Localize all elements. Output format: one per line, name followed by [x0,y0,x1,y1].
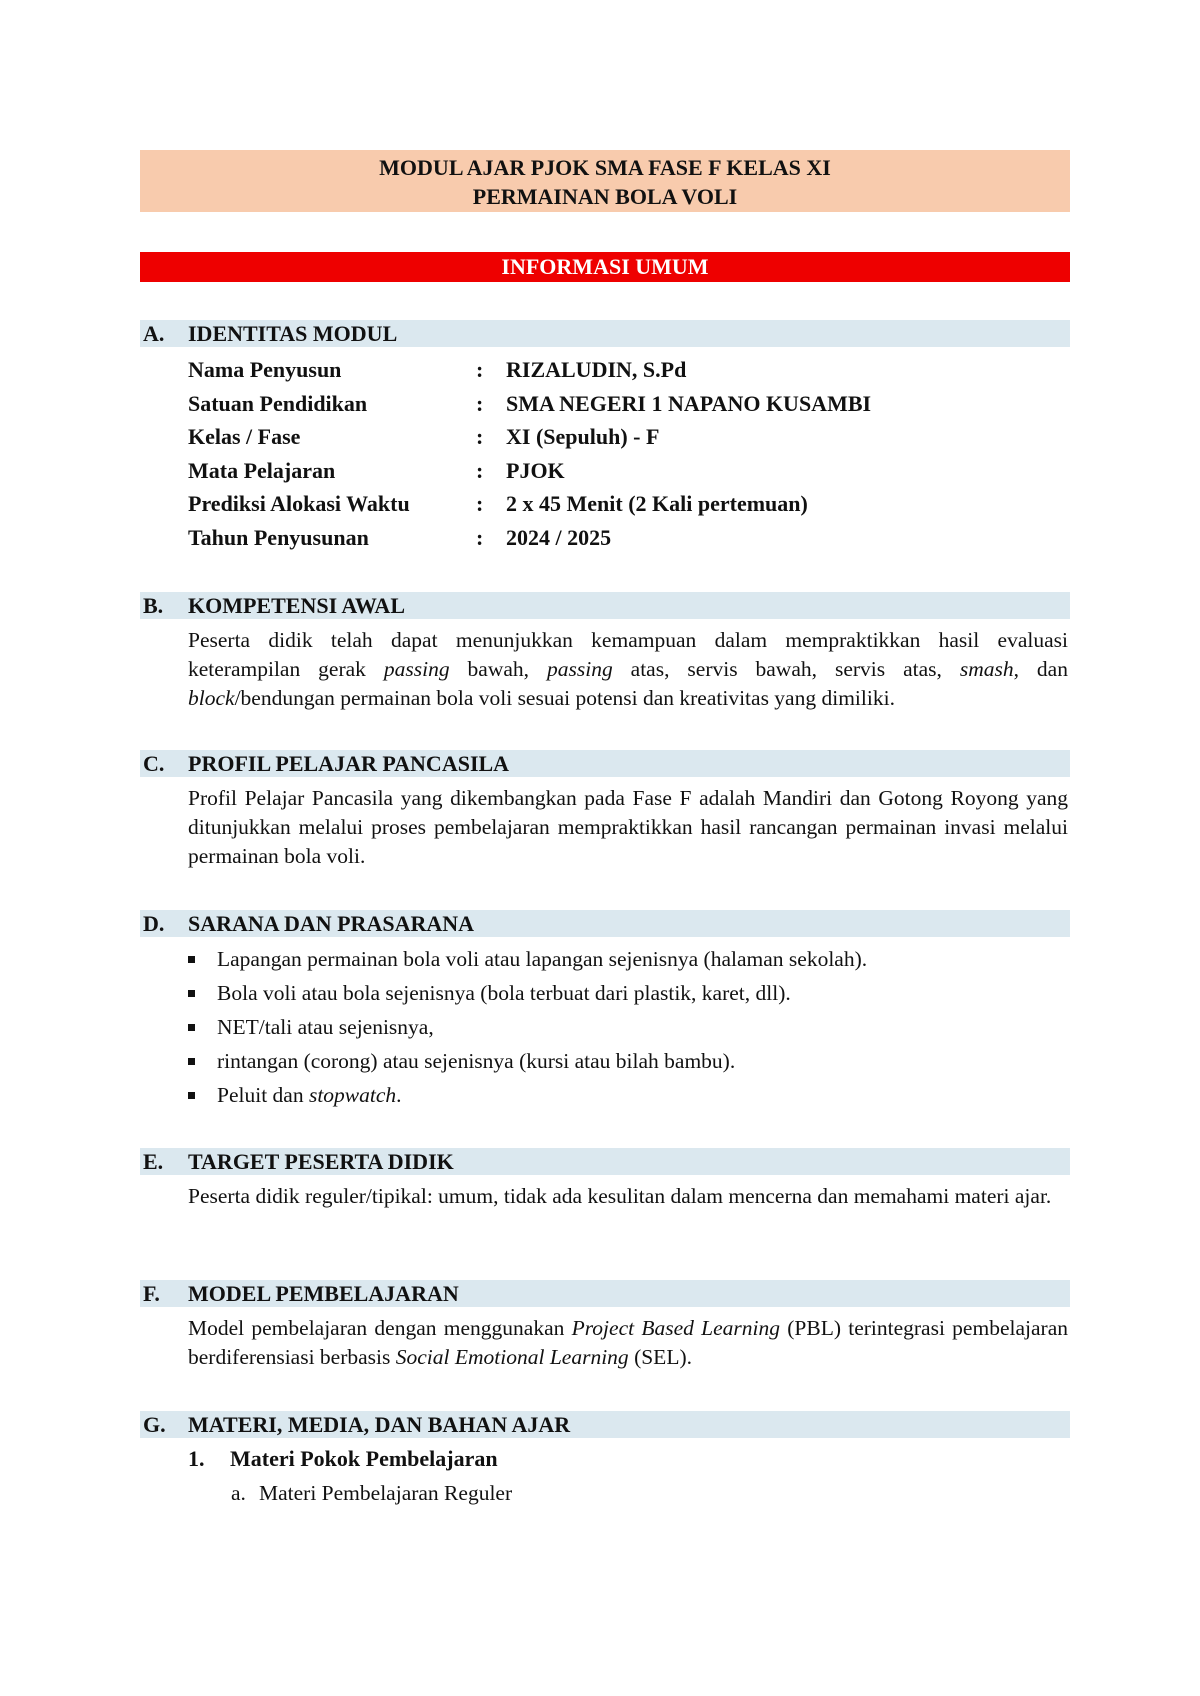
document-title [140,150,1070,212]
section-title: SARANA DAN PRASARANA [188,911,475,936]
title-line-2: PERMAINAN BOLA VOLI [472,184,738,209]
section-title: TARGET PESERTA DIDIK [188,1149,454,1174]
identity-row [188,387,1068,421]
section-letter: D. [143,911,165,936]
kompetensi-awal-text: Peserta didik telah dapat menunjukkan kemampuan dalam mempraktikkan hasil evaluasi keterampilan gerak passing bawah, passing atas, servis bawah, servis atas, smash, dan block/bendungan permainan bola voli sesuai potensi dan kreativitas yang dimiliki. [188,628,1068,710]
section-title: IDENTITAS MODUL [188,321,398,346]
identity-key: Tahun Penyusunan [188,525,369,550]
section-d-heading [140,910,1070,937]
identity-colon: : [476,491,484,517]
section-b-heading [140,592,1070,619]
section-letter: A. [143,321,165,346]
target-peserta-text: Peserta didik reguler/tipikal: umum, tidak ada kesulitan dalam mencerna dan memahami materi ajar. [188,1184,1052,1208]
list-item: Bola voli atau bola sejenisnya (bola terbuat dari plastik, karet, dll). [188,976,1068,1010]
section-e-heading [140,1148,1070,1175]
identity-value: XI (Sepuluh) - F [506,424,660,450]
section-title: MATERI, MEDIA, DAN BAHAN AJAR [188,1412,571,1437]
identity-value: RIZALUDIN, S.Pd [506,357,687,382]
identity-key: Nama Penyusun [188,357,342,382]
identity-key: Prediksi Alokasi Waktu [188,491,410,517]
bullet-square-icon [188,1024,195,1031]
identity-value: 2024 / 2025 [506,525,612,550]
section-a-heading [140,320,1070,347]
identity-colon: : [476,357,484,382]
section-letter: F. [143,1281,160,1306]
identity-key: Satuan Pendidikan [188,390,368,416]
identity-key: Kelas / Fase [188,424,301,450]
item-text: Materi Pembelajaran Reguler [259,1481,513,1505]
identity-colon: : [476,457,484,483]
section-letter: B. [143,593,164,618]
bullet-square-icon [188,1092,195,1099]
section-banner: INFORMASI UMUM [140,252,1070,282]
identity-value: 2 x 45 Menit (2 Kali pertemuan) [506,491,808,517]
section-letter: E. [143,1149,164,1174]
section-f-heading [140,1280,1070,1307]
title-line-1: MODUL AJAR PJOK SMA FASE F KELAS XI [379,155,831,180]
subsection-number: 1. [188,1446,205,1471]
item-letter: a. [231,1481,246,1505]
section-title: PROFIL PELAJAR PANCASILA [188,751,510,776]
identity-key: Mata Pelajaran [188,457,336,483]
model-pembelajaran-text: Model pembelajaran dengan menggunakan Project Based Learning (PBL) terintegrasi pembelajaran berdiferensiasi berbasis Social Emotional Learning (SEL). [188,1316,1068,1369]
identity-row [188,487,1068,521]
list-item: Lapangan permainan bola voli atau lapangan sejenisnya (halaman sekolah). [188,942,1068,976]
section-g-heading [140,1411,1070,1438]
identity-row [188,454,1068,488]
bullet-square-icon [188,1058,195,1065]
section-c-heading [140,750,1070,777]
list-item: NET/tali atau sejenisnya, [188,1010,1068,1044]
identity-value: PJOK [506,457,565,483]
bullet-square-icon [188,990,195,997]
list-item: Peluit dan stopwatch. [188,1078,1068,1112]
list-item: rintangan (corong) atau sejenisnya (kursi atau bilah bambu). [188,1044,1068,1078]
identity-colon: : [476,424,484,450]
profil-pelajar-text: Profil Pelajar Pancasila yang dikembangkan pada Fase F adalah Mandiri dan Gotong Royong yang ditunjukkan melalui proses pembelajaran mempraktikkan hasil rancangan permainan invasi melalui permainan bola voli. [188,786,1068,868]
section-title: KOMPETENSI AWAL [188,593,405,618]
identity-value: SMA NEGERI 1 NAPANO KUSAMBI [506,390,872,416]
identity-colon: : [476,525,484,550]
section-letter: G. [143,1412,166,1437]
section-letter: C. [143,751,165,776]
section-title: MODEL PEMBELAJARAN [188,1281,459,1306]
identity-row [188,420,1068,454]
identity-row [188,521,1068,555]
sarana-list [188,942,1068,1112]
identity-row [188,353,1068,387]
identity-colon: : [476,390,484,416]
bullet-square-icon [188,956,195,963]
subsection-title: Materi Pokok Pembelajaran [230,1446,498,1471]
